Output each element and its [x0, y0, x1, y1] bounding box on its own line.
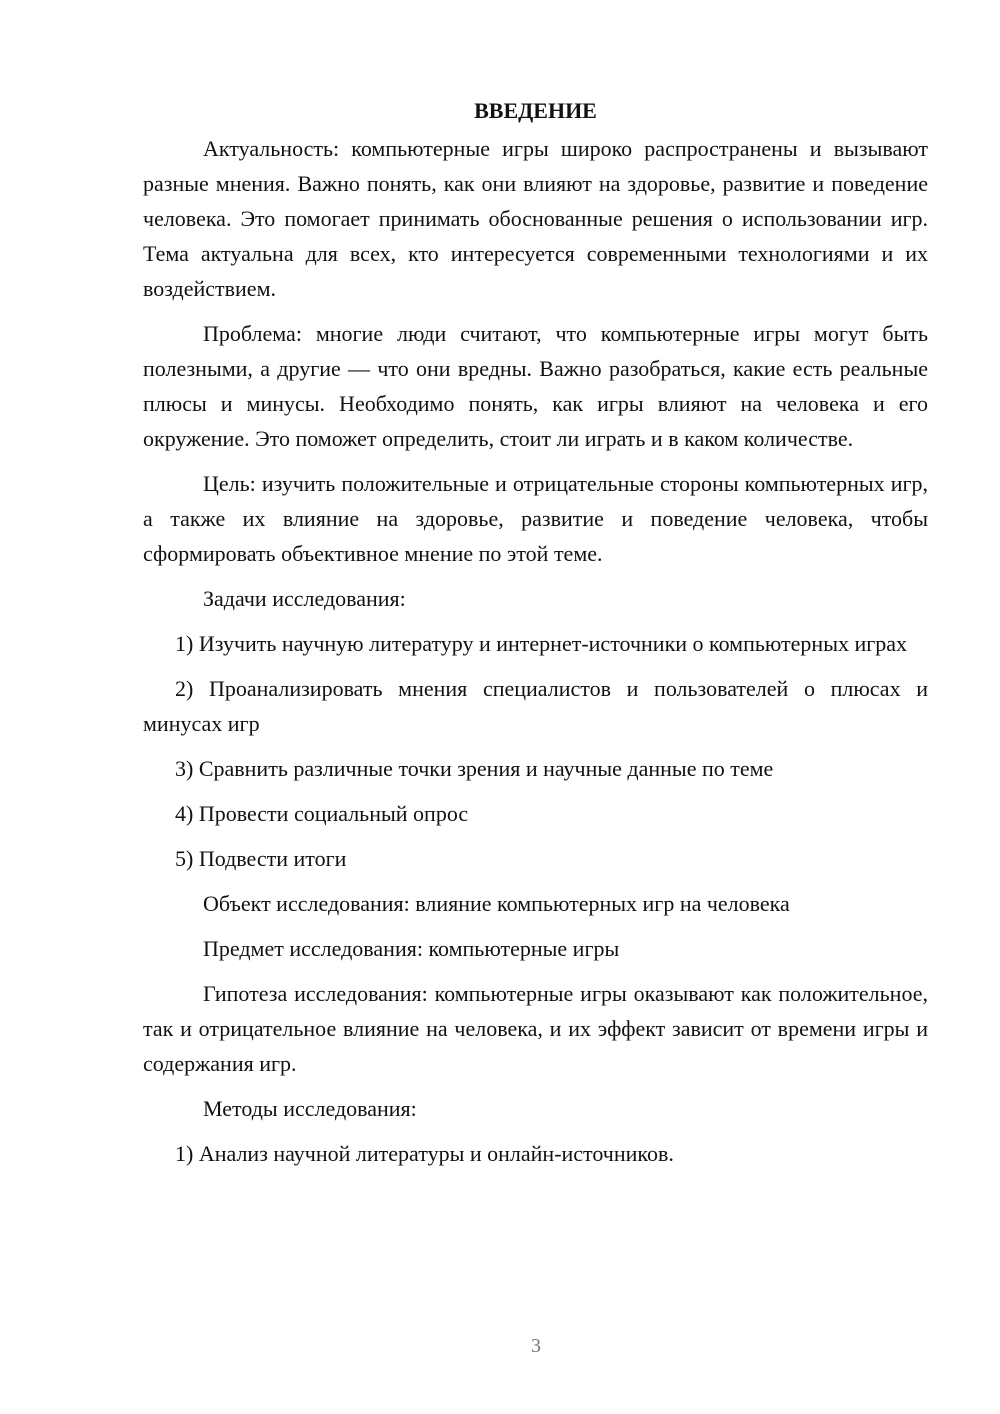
methods-title: Методы исследования: [203, 1096, 417, 1121]
task-item-4: 4) Провести социальный опрос [175, 801, 469, 826]
tasks-title: Задачи исследования: [203, 586, 406, 611]
paragraph-object: Объект исследования: влияние компьютерных игр на человека [203, 891, 790, 916]
paragraph-goal: Цель: изучить положительные и отрицательные стороны компьютерных игр, а также их влияние на здоровье, развитие и поведение человека, чтобы сформировать объективное мнение по этой теме. [143, 471, 928, 566]
task-item-5: 5) Подвести итоги [175, 846, 347, 871]
paragraph-problem: Проблема: многие люди считают, что компьютерные игры могут быть полезными, а другие — что они вредны. Важно разобраться, какие есть реальные плюсы и минусы. Необходимо понять, как игры влияют на человека и его окружение. Это поможет определить, стоит ли играть и в каком количестве. [143, 321, 928, 451]
section-heading: ВВЕДЕНИЕ [474, 98, 597, 123]
document-page [143, 93, 928, 1181]
paragraph-relevance: Актуальность: компьютерные игры широко распространены и вызывают разные мнения. Важно понять, как они влияют на здоровье, развитие и поведение человека. Это помогает принимать обоснованные решения о использовании игр. Тема актуальна для всех, кто интересуется современными технологиями и их воздействием. [143, 136, 928, 301]
method-item-1: 1) Анализ научной литературы и онлайн-источников. [175, 1141, 674, 1166]
page-number: 3 [531, 1335, 541, 1357]
paragraph-hypothesis: Гипотеза исследования: компьютерные игры оказывают как положительное, так и отрицательное влияние на человека, и их эффект зависит от времени игры и содержания игр. [143, 981, 928, 1076]
task-item-1: 1) Изучить научную литературу и интернет-источники о компьютерных играх [175, 631, 908, 656]
task-item-3: 3) Сравнить различные точки зрения и научные данные по теме [175, 756, 774, 781]
paragraph-subject: Предмет исследования: компьютерные игры [203, 936, 620, 961]
task-item-2: 2) Проанализировать мнения специалистов и пользователей о плюсах и минусах игр [143, 676, 928, 736]
